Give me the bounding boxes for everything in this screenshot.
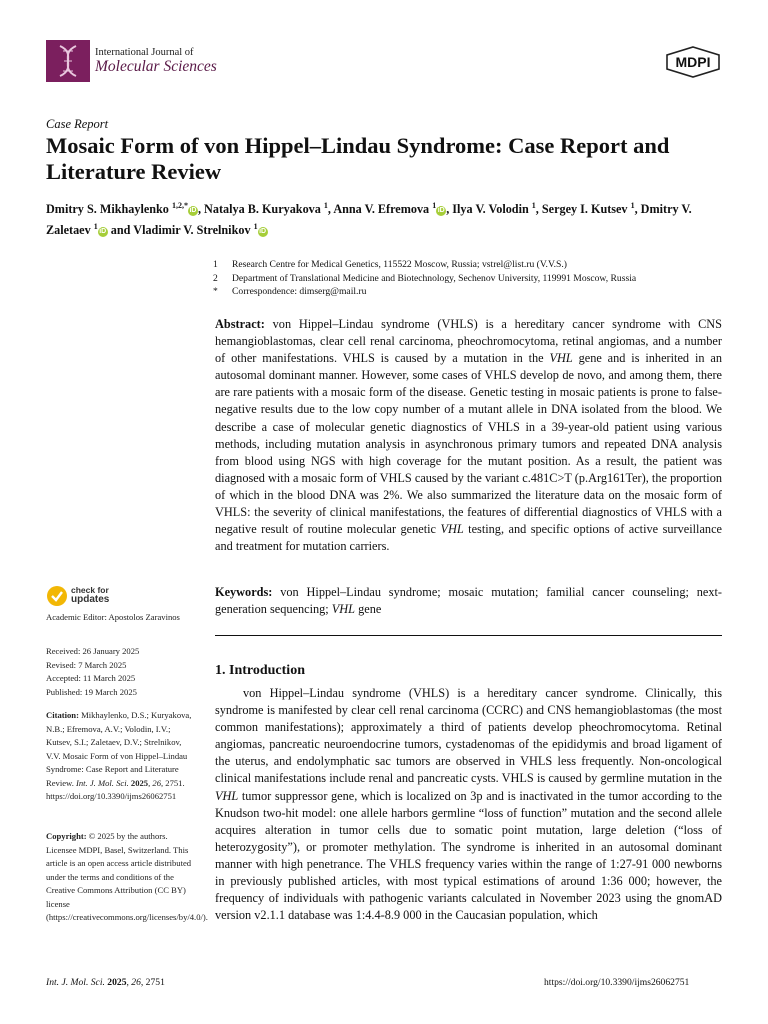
author-name[interactable]: Anna V. Efremova bbox=[333, 202, 430, 217]
author-affiliation-marker: 1 bbox=[531, 201, 536, 210]
affiliation-marker: * bbox=[213, 286, 218, 297]
copyright bbox=[46, 830, 208, 925]
received-date: Received: 26 January 2025 bbox=[46, 646, 140, 656]
check-for-updates-line2: updates bbox=[71, 594, 110, 605]
orcid-icon[interactable]: iD bbox=[99, 228, 107, 236]
author-affiliation-marker: 1,2,* bbox=[171, 201, 188, 210]
keywords-text: von Hippel–Lindau syndrome; mosaic mutation; familial cancer counseling; next-generation sequencing; bbox=[215, 585, 722, 617]
keywords-text: gene bbox=[355, 602, 382, 617]
author-name[interactable]: Sergey I. Kutsev bbox=[541, 202, 628, 217]
author-name[interactable]: Ilya V. Volodin bbox=[452, 202, 529, 217]
correspondence-text[interactable]: Correspondence: dimserg@mail.ru bbox=[232, 286, 367, 297]
revised-date: Revised: 7 March 2025 bbox=[46, 659, 127, 670]
author-name[interactable]: Dmitry S. Mikhaylenko bbox=[46, 202, 169, 217]
citation-volume: , 26 bbox=[148, 777, 161, 788]
abstract bbox=[215, 316, 722, 555]
dna-helix-icon bbox=[46, 40, 90, 82]
citation-text: Mikhaylenko, D.S.; Kuryakova, N.B.; Efremova, A.V.; Volodin, I.V.; Kutsev, S.I.; Zaletaev, D.V.; Strelnikov, V.V. Mosaic Form of von Hippel–Lindau Syndrome: Case Report and Literature Review. bbox=[46, 710, 192, 788]
abstract-text: testing, and specific options of active surveillance and treatment for mutation carriers. bbox=[215, 522, 722, 554]
copyright-text: © 2025 by the authors. Licensee MDPI, Basel, Switzerland. This article is an open access article distributed under the terms and conditions of the Creative Commons Attribution (CC BY) license (https://creativecommons.org/licenses/by/4.0/). bbox=[46, 831, 208, 922]
citation bbox=[46, 709, 196, 804]
keywords-label: Keywords: bbox=[215, 585, 273, 599]
citation-journal: Int. J. Mol. Sci. bbox=[76, 777, 129, 788]
orcid-icon[interactable]: iD bbox=[437, 207, 445, 215]
footer-article-number: , 2751 bbox=[140, 977, 165, 988]
intro-text: tumor suppressor gene, which is localized on 3p and is inactivated in the tumor according to the Knudson two-hit model: one allele harbors germline “loss of function” mutation and the second allele acquires alteration in tumor cells due to somatic point mutation, large deletion (“loss of heterozygosity”), or promoter methylation. The syndrome is inherited in an autosomal dominant manner with high penetrance. The VHLS frequency varies within the range of 1:27-91 000 newborns in previously published articles, with most typical estimations of around 1:36 000; however, the frequency of individuals with pathogenic variants calculated in November 2023 using the gnomAD version v2.1.1 database was 1:4.4-8.9 000 in the Caucasian population, which bbox=[215, 788, 722, 923]
publisher-logo[interactable] bbox=[664, 45, 722, 79]
introduction-paragraph bbox=[215, 685, 722, 924]
gene-name: VHL bbox=[331, 602, 356, 617]
abstract-text: gene and is inherited in an autosomal dominant manner. However, some cases of VHLS develop de novo, and among them, there are rare patients with a mosaic form of the disease. Genetic testing in mosaic patients is prone to false-negative results due to the low copy number of a mutant allele in DNA isolated from the blood. We describe a case of molecular genetic diagnostics of VHLS in a 39-year-old patient using various methods, including mutation analysis in asynchronous primary tumors and repeated DNA analysis from blood using NGS with high coverage for the mutant position. As a result, the patient was diagnosed with a mosaic form of VHLS caused by the variant c.481C>T (p.Arg161Ter), the proportion of which in the blood DNA was 2%. We also summarized the literature data on the mosaic form of VHLS: the severity of clinical manifestations, the features of differential diagnostics of VHLS with a negative result of routine molecular genetic bbox=[215, 351, 722, 537]
intro-text: von Hippel–Lindau syndrome (VHLS) is a hereditary cancer syndrome. Clinically, this syndrome is manifested by clear cell renal carcinoma (CCRC) and CNS hemangioblastomas (the most common manifestations); approximately a third of patients develop pheochromocytoma. Retinal angiomas, pancreatic neuroendocrine tumors, cystadenomas of the epididymis and broad ligament of the uterus, and endolymphatic sac tumors are observed in VHLS less frequently. Non-oncological clinical manifestations include renal and pancreatic cysts. VHLS is caused by germline mutation in the bbox=[215, 686, 722, 786]
author-affiliation-marker: 1 bbox=[93, 222, 98, 232]
section-heading: 1. Introduction bbox=[215, 663, 305, 678]
affiliation-marker: 2 bbox=[213, 273, 218, 284]
author-name[interactable]: Vladimir V. Strelnikov bbox=[133, 223, 251, 238]
affiliation-text: Research Centre for Medical Genetics, 115522 Moscow, Russia; vstrel@list.ru (V.V.S.) bbox=[232, 259, 567, 270]
accepted-date: Accepted: 11 March 2025 bbox=[46, 673, 136, 683]
orcid-icon[interactable]: iD bbox=[189, 207, 197, 215]
article-title: Mosaic Form of von Hippel–Lindau Syndrome: Case Report and Literature Review bbox=[46, 133, 670, 184]
academic-editor: Academic Editor: Apostolos Zaravinos bbox=[46, 612, 180, 622]
affiliation-text: Department of Translational Medicine and Biotechnology, Sechenov University, 119991 Moscow, Russia bbox=[232, 273, 637, 284]
gene-name: VHL bbox=[440, 522, 464, 537]
author-list: Dmitry S. Mikhaylenko $^{1,2,*}$iD , Natalya B. Kuryakova $^1$, Anna V. Efremova $^1$iD , Ilya V. Volodin $^1$, Sergey I. Kutsev $^1$, Dmitry V. Zaletaev $^1$iD and Vladimir V. Strelnikov $^1$iD bbox=[46, 201, 692, 238]
gene-name: VHL bbox=[215, 788, 239, 803]
journal-logo bbox=[46, 40, 90, 82]
check-for-updates-button[interactable] bbox=[71, 585, 109, 605]
publisher-name: MDPI bbox=[675, 54, 711, 70]
author-affiliation-marker: 1 bbox=[253, 222, 258, 232]
author-affiliation-marker: 1 bbox=[630, 201, 635, 210]
footer-journal: Int. J. Mol. Sci. bbox=[46, 977, 105, 988]
gene-name: VHL bbox=[549, 351, 573, 366]
copyright-label: Copyright: bbox=[46, 831, 87, 841]
keywords bbox=[215, 584, 722, 618]
check-for-updates-icon[interactable] bbox=[46, 585, 68, 607]
abstract-text: von Hippel–Lindau syndrome (VHLS) is a hereditary cancer syndrome with CNS hemangioblastomas, clear cell renal carcinoma, pheochromocytoma, retinal angiomas, and a number of other manifestations. VHLS is caused by a mutation in the bbox=[215, 317, 722, 366]
citation-doi[interactable]: , 2751. https://doi.org/10.3390/ijms26062751 bbox=[46, 777, 185, 801]
author-name[interactable]: Natalya B. Kuryakova bbox=[204, 202, 321, 217]
author-name[interactable]: Dmitry V. Zaletaev bbox=[46, 202, 692, 238]
orcid-icon[interactable]: iD bbox=[259, 228, 267, 236]
journal-name-line1: International Journal of bbox=[95, 47, 194, 58]
journal-name-line2: Molecular Sciences bbox=[95, 58, 217, 75]
citation-year: 2025 bbox=[128, 777, 149, 788]
abstract-label: Abstract: bbox=[215, 317, 265, 331]
published-date: Published: 19 March 2025 bbox=[46, 686, 137, 697]
citation-label: Citation: bbox=[46, 710, 79, 720]
footer-citation: Int. J. Mol. Sci. 2025, 26, 2751 bbox=[46, 977, 165, 988]
publication-dates bbox=[46, 645, 196, 699]
footer-doi-link[interactable]: https://doi.org/10.3390/ijms26062751 bbox=[544, 977, 690, 988]
check-for-updates-line1: check for bbox=[71, 585, 109, 595]
section-divider bbox=[215, 635, 722, 636]
author-affiliation-marker: 1 bbox=[323, 201, 328, 210]
author-affiliation-marker: 1 bbox=[432, 201, 437, 210]
affiliation-marker: 1 bbox=[213, 259, 218, 270]
footer-year: 2025 bbox=[107, 977, 127, 988]
footer-volume: 26 bbox=[131, 977, 141, 988]
article-type: Case Report bbox=[46, 117, 109, 131]
